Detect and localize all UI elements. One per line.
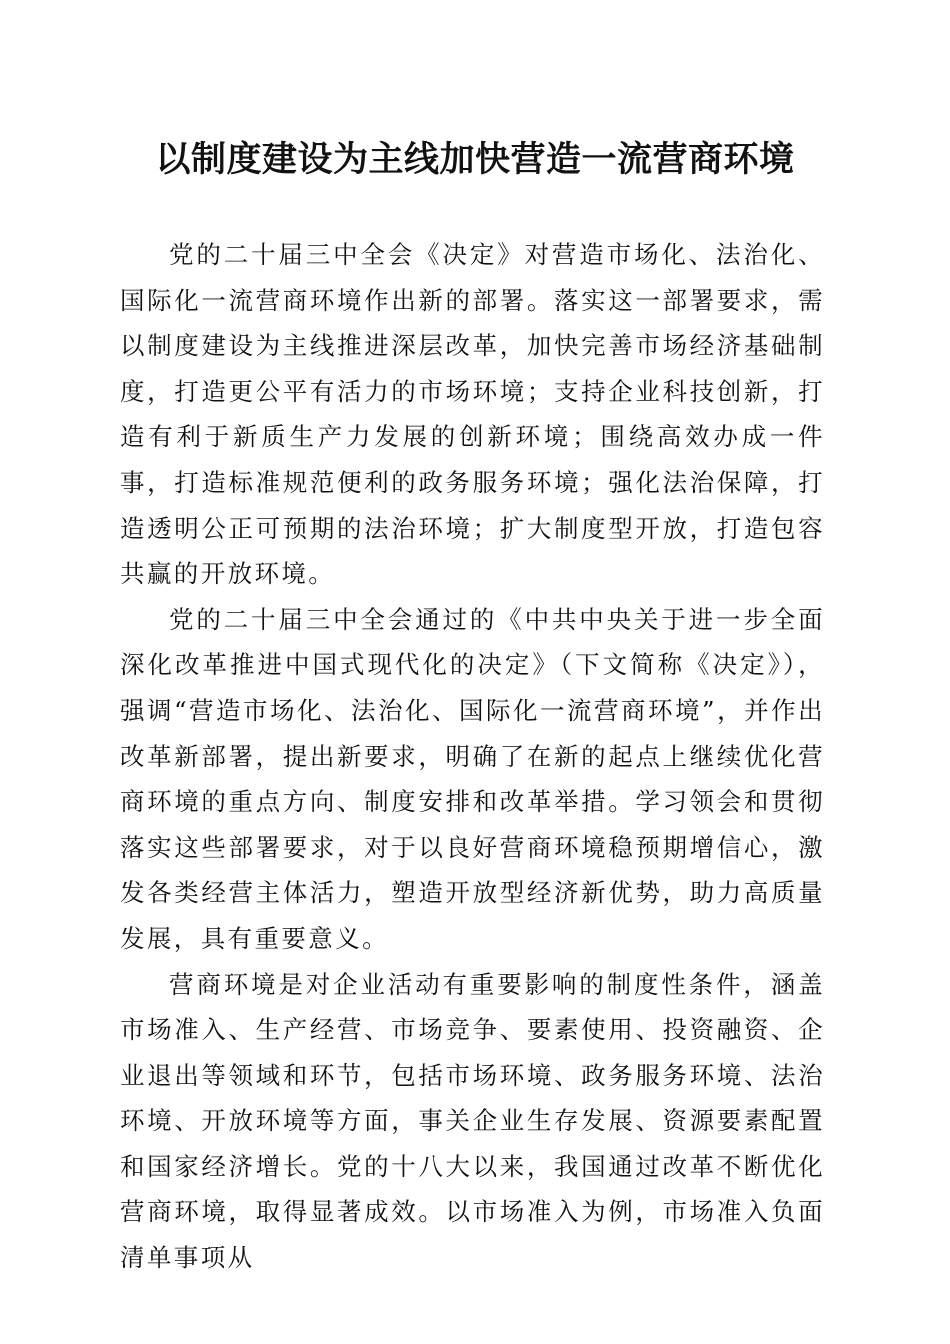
body-paragraph-2: 党的二十届三中全会通过的《中共中央关于进一步全面深化改革推进中国式现代化的决定》（下文简称《决定》），强调“营造市场化、法治化、国际化一流营商环境”，并作出改革新部署，提出新要求，明确了在新的起点上继续优化营商环境的重点方向、制度安排和改革举措。学习领会和贯彻落实这些部署要求，对于以良好营商环境稳预期增信心，激发各类经营主体活力，塑造开放型经济新优势，助力高质量发展，具有重要意义。 xyxy=(120,604,825,953)
document-body xyxy=(120,232,825,1281)
body-paragraph-3: 营商环境是对企业活动有重要影响的制度性条件，涵盖市场准入、生产经营、市场竞争、要素使用、投资融资、企业退出等领域和环节，包括市场环境、政务服务环境、法治环境、开放环境等方面，事关企业生存发展、资源要素配置和国家经济增长。党的十八大以来，我国通过改革不断优化营商环境，取得显著成效。以市场准入为例，市场准入负面清单事项从 xyxy=(120,969,825,1273)
body-paragraph-1: 党的二十届三中全会《决定》对营造市场化、法治化、国际化一流营商环境作出新的部署。落实这一部署要求，需以制度建设为主线推进深层改革，加快完善市场经济基础制度，打造更公平有活力的市场环境；支持企业科技创新，打造有利于新质生产力发展的创新环境；围绕高效办成一件事，打造标准规范便利的政务服务环境；强化法治保障，打造透明公正可预期的法治环境；扩大制度型开放，打造包容共赢的开放环境。 xyxy=(120,240,825,589)
document-title: 以制度建设为主线加快营造一流营商环境 xyxy=(155,139,795,180)
